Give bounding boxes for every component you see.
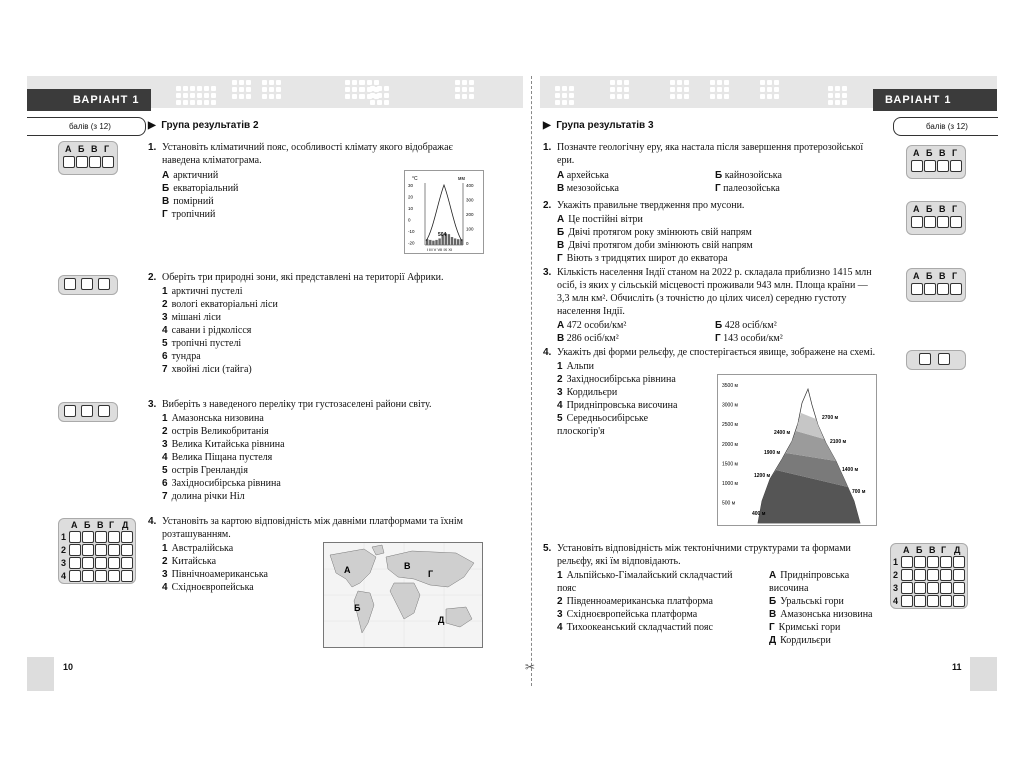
- question-3-right: [543, 266, 879, 345]
- alt-right-label: 700 м: [852, 489, 866, 495]
- grid-col-letter: В: [97, 520, 104, 530]
- grid-row-number: 4: [61, 571, 67, 581]
- group-title-text: Група результатів 3: [556, 120, 654, 131]
- grid-cell[interactable]: [901, 569, 913, 581]
- alt-tick: 2500 м: [722, 422, 738, 429]
- page-divider: [531, 76, 532, 686]
- precip-bar: [432, 241, 434, 245]
- variant-label: ВАРІАНТ 1: [885, 94, 952, 106]
- option-b: Б 428 осіб/км²: [715, 320, 777, 331]
- grid-cell[interactable]: [953, 595, 965, 607]
- grid-row-number: 2: [61, 545, 67, 555]
- question-text: Установіть кліматичний пояс, особливості клімату якого відображає наведена кліматограма.: [162, 142, 453, 166]
- alt-tick: 3000 м: [722, 402, 738, 409]
- grid-cell[interactable]: [95, 531, 107, 543]
- precip-bar: [435, 240, 437, 245]
- question-text: Позначте геологічну еру, яка настала після завершення протерозойської ери.: [557, 142, 864, 166]
- answer-cell[interactable]: [924, 160, 936, 172]
- grid-col-letter: Д: [122, 520, 129, 530]
- option-item: 1 Амазонська низовина: [162, 413, 264, 424]
- clim-left-tick: 10: [408, 206, 414, 211]
- clim-right-tick: 0: [466, 241, 469, 246]
- clim-right-tick: 100: [466, 226, 474, 232]
- option-b: Б кайнозойська: [715, 170, 782, 181]
- option-item: 2 вологі екваторіальні ліси: [162, 299, 278, 310]
- grid-row-number: 3: [61, 558, 67, 568]
- answer-letter: Г: [952, 204, 958, 214]
- alt-left-label: 1200 м: [754, 473, 771, 479]
- option-item: 1 арктичні пустелі: [162, 286, 243, 297]
- map-label-g: Г: [428, 569, 434, 579]
- climatogram-right-ticks: [466, 183, 474, 246]
- clim-right-tick: 400: [466, 183, 474, 188]
- clim-left-tick: 20: [408, 194, 414, 200]
- grid-cell[interactable]: [69, 570, 81, 582]
- question-number: 4.: [148, 516, 157, 527]
- grid-col-letter: Д: [954, 545, 961, 555]
- option-item: 4 Придніпровська височина: [557, 400, 678, 411]
- answer-cell[interactable]: [937, 283, 949, 295]
- answer-grid-q4-left: [58, 518, 136, 584]
- grid-cell[interactable]: [914, 582, 926, 594]
- alt-right-label: 1400 м: [842, 467, 859, 473]
- grid-cell[interactable]: [82, 544, 94, 556]
- match-item: Д Кордильєри: [769, 635, 831, 646]
- option-item: 4 савани і рідколісся: [162, 325, 252, 336]
- alt-tick: 1500 м: [722, 461, 738, 468]
- altitude-zonation-diagram: [717, 374, 877, 526]
- option-v: В помірний: [162, 196, 214, 207]
- option-item: 3 Кордильєри: [557, 387, 618, 398]
- group-title-right: [543, 120, 654, 131]
- answer-box-q3-right: [906, 268, 966, 302]
- answer-letter: Б: [926, 148, 933, 158]
- question-text: Укажіть дві форми рельєфу, де спостерігається явище, зображене на схемі.: [557, 347, 876, 358]
- grid-cell[interactable]: [108, 544, 120, 556]
- grid-row-number: 3: [893, 583, 899, 593]
- arrow-icon: ▶: [148, 120, 156, 131]
- grid-cell[interactable]: [95, 570, 107, 582]
- answer-letter: В: [939, 271, 946, 281]
- precip-bar: [448, 234, 450, 245]
- question-2-right: [543, 199, 883, 265]
- answer-cell[interactable]: [81, 278, 93, 290]
- answer-box-q3-left: [58, 402, 118, 422]
- question-number: 4.: [543, 347, 552, 358]
- answer-letter: А: [913, 204, 920, 214]
- altitude-ticks: [722, 383, 739, 507]
- alt-tick: 2000 м: [722, 441, 738, 448]
- question-number: 3.: [543, 267, 552, 278]
- clim-right-tick: 200: [466, 212, 474, 217]
- grid-cell[interactable]: [940, 569, 952, 581]
- answer-box-q1-right: [906, 145, 966, 179]
- clim-left-tick: -10: [408, 229, 415, 234]
- answer-letter: Б: [926, 204, 933, 214]
- grid-cell[interactable]: [82, 570, 94, 582]
- grid-cell[interactable]: [901, 595, 913, 607]
- answer-letter: В: [939, 204, 946, 214]
- grid-cell[interactable]: [927, 582, 939, 594]
- variant-banner-left: [27, 89, 151, 111]
- group-title-text: Група результатів 2: [161, 120, 259, 131]
- alt-right-label: 2700 м: [822, 415, 839, 421]
- grid-cell[interactable]: [108, 557, 120, 569]
- alt-tick: 500 м: [722, 500, 736, 507]
- grid-cell[interactable]: [121, 544, 133, 556]
- grid-cell[interactable]: [940, 582, 952, 594]
- map-label-b: Б: [354, 603, 361, 613]
- option-item: 2 Китайська: [162, 556, 217, 567]
- world-map: [323, 542, 483, 648]
- match-item: В Амазонська низовина: [769, 609, 873, 620]
- clim-left-tick: 0: [408, 217, 411, 223]
- grid-row-number: 4: [893, 596, 899, 606]
- climatogram-left-ticks: [408, 183, 415, 246]
- scissors-icon: ✂: [525, 660, 536, 674]
- question-number: 1.: [543, 142, 552, 153]
- grid-col-letter: Г: [109, 520, 115, 530]
- grid-cell[interactable]: [82, 557, 94, 569]
- grid-col-letter: Б: [916, 545, 923, 555]
- map-label-d: Д: [438, 615, 445, 625]
- altitude-svg: [718, 375, 876, 525]
- option-item: 1 Альпи: [557, 361, 595, 372]
- option-a: А арктичний: [162, 170, 219, 181]
- page-number-text: 10: [63, 662, 74, 672]
- alt-left-label: 2400 м: [774, 430, 791, 436]
- variant-banner-right: [873, 89, 997, 111]
- map-label-a: А: [344, 565, 351, 575]
- answer-cell[interactable]: [911, 283, 923, 295]
- answer-cell[interactable]: [919, 353, 931, 365]
- option-item: 7 хвойні ліси (тайга): [162, 364, 252, 375]
- answer-cell[interactable]: [102, 156, 114, 168]
- answer-letter: А: [65, 144, 72, 154]
- option-item: 3 Східноєвропейська платформа: [557, 609, 698, 620]
- question-number: 2.: [543, 200, 552, 211]
- answer-cell[interactable]: [937, 216, 949, 228]
- option-item: 2 Південноамериканська платформа: [557, 596, 713, 607]
- precip-bar: [457, 239, 459, 245]
- option-item: 1 Альпійсько-Гімалайський складчастий пояс: [557, 570, 733, 594]
- question-text: Виберіть з наведеного переліку три густозаселені райони світу.: [162, 399, 432, 410]
- alt-right-label: 2100 м: [830, 439, 847, 445]
- grid-cell[interactable]: [953, 582, 965, 594]
- option-item: 6 тундра: [162, 351, 201, 362]
- match-item: Г Кримські гори: [769, 622, 841, 633]
- question-text: Установіть відповідність між тектонічними структурами та формами рельєфу, які їм відповідають.: [557, 543, 851, 567]
- precip-bar: [454, 238, 456, 245]
- grid-cell[interactable]: [121, 570, 133, 582]
- precip-bar: [451, 237, 453, 245]
- grid-cell[interactable]: [121, 557, 133, 569]
- grid-cell[interactable]: [82, 531, 94, 543]
- grid-cell[interactable]: [121, 531, 133, 543]
- grid-cell[interactable]: [914, 595, 926, 607]
- score-tab-left: [27, 117, 146, 136]
- option-item: 3 Велика Китайська рівнина: [162, 439, 285, 450]
- answer-cell[interactable]: [76, 156, 88, 168]
- option-item: 3 Північноамериканська: [162, 569, 268, 580]
- match-item: Б Уральські гори: [769, 596, 844, 607]
- grid-row-number: 1: [893, 557, 899, 567]
- grid-row-number: 1: [61, 532, 67, 542]
- score-tab-right: [893, 117, 998, 136]
- grid-row-number: 2: [893, 570, 899, 580]
- precip-bar: [438, 238, 440, 245]
- answer-cell[interactable]: [924, 283, 936, 295]
- grid-cell[interactable]: [953, 569, 965, 581]
- climatogram-left-unit: °C: [412, 176, 418, 182]
- grid-cell[interactable]: [901, 556, 913, 568]
- question-3-left: [148, 398, 488, 503]
- climatogram-annual: 504: [438, 232, 447, 238]
- option-item: 2 острів Великобританія: [162, 426, 269, 437]
- alt-tick: 3500 м: [722, 383, 738, 389]
- option-item: 2 Західносибірська рівнина: [557, 374, 676, 385]
- grid-cell[interactable]: [914, 556, 926, 568]
- answer-letter: Г: [952, 271, 958, 281]
- grid-col-letter: Г: [941, 545, 947, 555]
- grid-cell[interactable]: [108, 570, 120, 582]
- answer-cell[interactable]: [911, 160, 923, 172]
- page-number-left: [27, 657, 74, 691]
- answer-letter: А: [913, 271, 920, 281]
- answer-cell[interactable]: [89, 156, 101, 168]
- grid-cell[interactable]: [901, 582, 913, 594]
- grid-col-letter: А: [71, 520, 78, 530]
- answer-box-q2-left: [58, 275, 118, 295]
- answer-letter: Г: [952, 148, 958, 158]
- option-a: А 472 особи/км²: [557, 320, 627, 331]
- alt-left-label: 1900 м: [764, 450, 781, 456]
- question-text: Укажіть правильне твердження про мусони.: [557, 200, 745, 211]
- option-g: Г тропічний: [162, 209, 216, 220]
- grid-cell[interactable]: [95, 544, 107, 556]
- answer-cell[interactable]: [98, 405, 110, 417]
- option-v: В 286 осіб/км²: [557, 333, 619, 344]
- answer-letter: В: [939, 148, 946, 158]
- question-text: Установіть за картою відповідність між давніми платформами та їхнім розташуванням.: [162, 516, 464, 540]
- option-g: Г палеозойська: [715, 183, 780, 194]
- option-g: Г 143 особи/км²: [715, 333, 783, 344]
- question-2-left: [148, 271, 483, 376]
- clim-left-tick: -20: [408, 240, 415, 246]
- option-item: 4 Велика Піщана пустеля: [162, 452, 273, 463]
- option-a: А архейська: [557, 170, 609, 181]
- option-item: 6 Західносибірська рівнина: [162, 478, 281, 489]
- answer-cell[interactable]: [950, 160, 962, 172]
- option-item: 4 Східноєвропейська: [162, 582, 254, 593]
- option-b: Б екваторіальний: [162, 183, 239, 194]
- answer-cell[interactable]: [63, 156, 75, 168]
- grid-cell[interactable]: [927, 556, 939, 568]
- grid-cell[interactable]: [69, 531, 81, 543]
- answer-grid-q5-right: [890, 543, 968, 609]
- answer-letter: Г: [104, 144, 110, 154]
- answer-cell[interactable]: [64, 278, 76, 290]
- match-item: А Придніпровська височина: [769, 570, 850, 594]
- climatogram: [404, 170, 484, 254]
- clim-left-tick: 30: [408, 183, 414, 188]
- question-text: Оберіть три природні зони, які представлені на території Африки.: [162, 272, 444, 283]
- question-5-right: [543, 542, 879, 649]
- grid-cell[interactable]: [927, 595, 939, 607]
- answer-cell[interactable]: [937, 160, 949, 172]
- question-number: 1.: [148, 142, 157, 153]
- score-label: балів (з 12): [926, 122, 968, 131]
- grid-cell[interactable]: [95, 557, 107, 569]
- grid-cell[interactable]: [108, 531, 120, 543]
- option-item: 3 мішані ліси: [162, 312, 221, 323]
- option-item: 7 долина річки Ніл: [162, 491, 245, 502]
- answer-cell[interactable]: [950, 216, 962, 228]
- grid-cell[interactable]: [927, 569, 939, 581]
- page-number-text: 11: [952, 662, 962, 672]
- answer-letter: А: [913, 148, 920, 158]
- map-label-v: В: [404, 561, 411, 571]
- grid-cell[interactable]: [914, 569, 926, 581]
- score-label: балів (з 12): [69, 122, 111, 131]
- precip-bar: [429, 240, 431, 245]
- grid-cell[interactable]: [69, 557, 81, 569]
- grid-cell[interactable]: [953, 556, 965, 568]
- climatogram-right-unit: мм: [458, 176, 465, 182]
- answer-cell[interactable]: [64, 405, 76, 417]
- answer-cell[interactable]: [950, 283, 962, 295]
- answer-cell[interactable]: [938, 353, 950, 365]
- alt-left-label: 400 м: [752, 511, 766, 517]
- answer-cell[interactable]: [924, 216, 936, 228]
- option-item: 5 Середньосибірське плоскогір'я: [557, 413, 649, 437]
- question-number: 3.: [148, 399, 157, 410]
- alt-tick: 1000 м: [722, 481, 738, 487]
- climatogram-svg: [405, 171, 483, 253]
- grid-cell[interactable]: [940, 556, 952, 568]
- clim-right-tick: 300: [466, 197, 474, 203]
- answer-box-q1-left: [58, 141, 118, 175]
- answer-cell[interactable]: [911, 216, 923, 228]
- option-item: 5 тропічні пустелі: [162, 338, 242, 349]
- climatogram-months: I III V VII IX XI: [427, 247, 453, 252]
- group-title-left: [148, 120, 259, 131]
- option-v: В Двічі протягом доби змінюють свій напрям: [557, 240, 753, 251]
- answer-cell[interactable]: [81, 405, 93, 417]
- question-number: 5.: [543, 543, 552, 554]
- answer-cell[interactable]: [98, 278, 110, 290]
- option-b: Б Двічі протягом року змінюють свій напрям: [557, 227, 752, 238]
- answer-letter: Б: [78, 144, 85, 154]
- answer-letter: В: [91, 144, 98, 154]
- variant-label: ВАРІАНТ 1: [73, 94, 140, 106]
- option-item: 1 Австралійська: [162, 543, 234, 554]
- grid-col-letter: А: [903, 545, 910, 555]
- grid-cell[interactable]: [69, 544, 81, 556]
- question-number: 2.: [148, 272, 157, 283]
- grid-col-letter: В: [929, 545, 936, 555]
- option-item: 5 острів Гренландія: [162, 465, 248, 476]
- option-a: А Це постійні вітри: [557, 214, 643, 225]
- question-1-right: [543, 141, 878, 195]
- answer-box-q4-right: [906, 350, 966, 370]
- option-item: 4 Тихоокеанський складчастий пояс: [557, 622, 713, 633]
- answer-box-q2-right: [906, 201, 966, 235]
- world-map-svg: [324, 543, 482, 647]
- page-number-right: [952, 657, 997, 691]
- question-text: Кількість населення Індії станом на 2022 р. складала приблизно 1415 млн осіб, із яких у сільській місцевості проживали 943 млн. Площа країни — 3,3 млн км². Обчисліть (з точністю до цілих чисел) середню густоту населення Індії.: [557, 267, 872, 317]
- grid-col-letter: Б: [84, 520, 91, 530]
- option-g: Г Віють з тридцятих широт до екватора: [557, 253, 728, 264]
- option-v: В мезозойська: [557, 183, 619, 194]
- answer-letter: Б: [926, 271, 933, 281]
- grid-cell[interactable]: [940, 595, 952, 607]
- arrow-icon: ▶: [543, 120, 551, 131]
